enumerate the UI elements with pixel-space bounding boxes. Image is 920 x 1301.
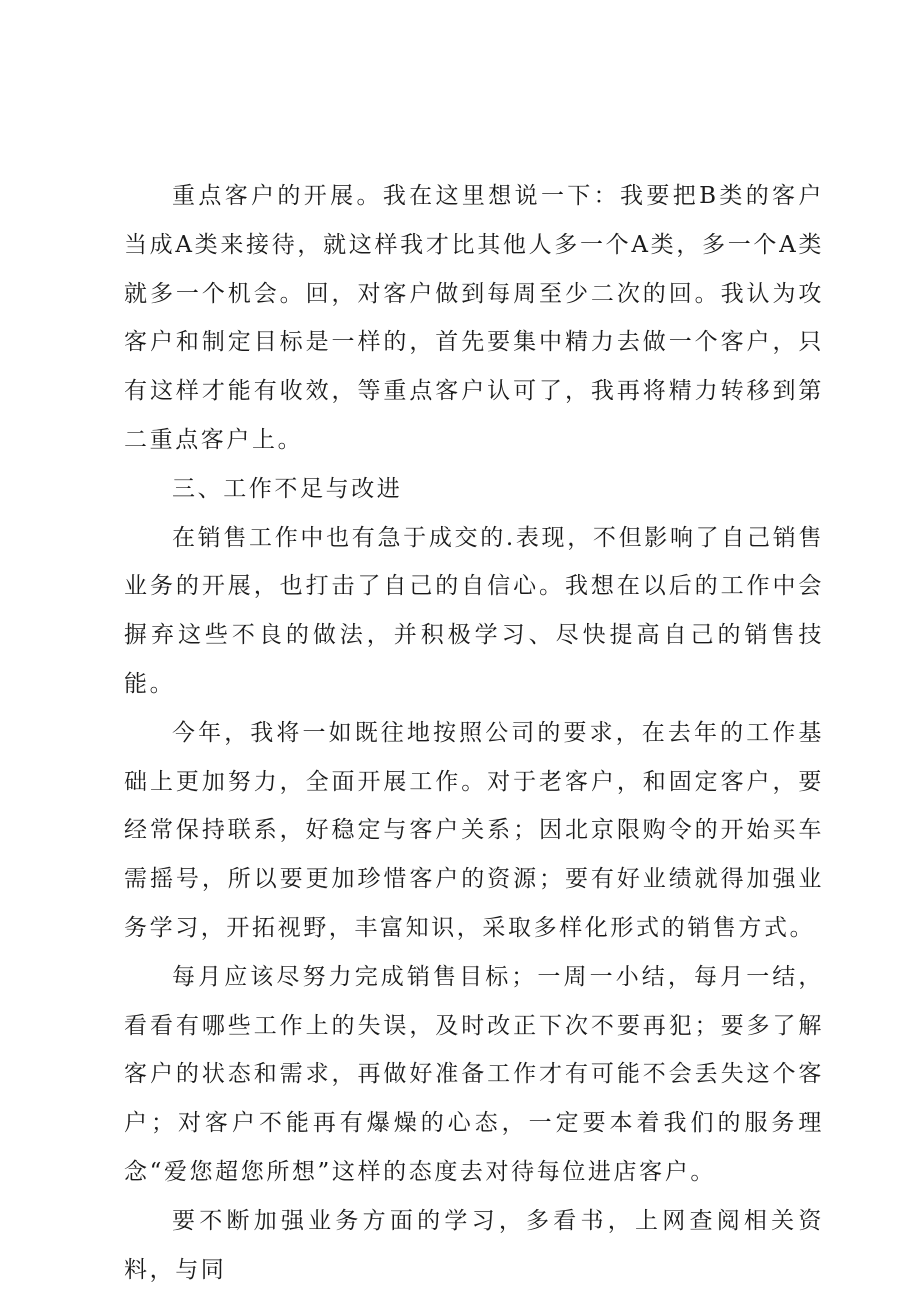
- paragraph-monthly-goals: 每月应该尽努力完成销售目标；一周一小结，每月一结，看看有哪些工作上的失误，及时改正下次不要再犯；要多了解客户的状态和需求，再做好准备工作才有可能不会丢失这个客户；对客户不能再有爆燥的心态，一定要本着我们的服务理念“爱您超您所想”这样的态度去对待每位进店客户。: [124, 963, 824, 1185]
- paragraph-key-clients: 重点客户的开展。我在这里想说一下：我要把B类的客户当成A类来接待，就这样我才比其他人多一个A类，多一个A类就多一个机会。回，对客户做到每周至少二次的回。我认为攻客户和制定目标是一样的，首先要集中精力去做一个客户，只有这样才能有收效，等重点客户认可了，我再将精力转移到第二重点客户上。: [124, 183, 824, 453]
- section-heading-shortcomings: 三、工作不足与改进: [172, 475, 403, 502]
- paragraph-shortcomings: 在销售工作中也有急于成交的.表现，不但影响了自己销售业务的开展，也打击了自己的自信心。我想在以后的工作中会摒弃这些不良的做法，并积极学习、尽快提高自己的销售技能。: [124, 524, 824, 697]
- paragraph-this-year-plan: 今年，我将一如既往地按照公司的要求，在去年的工作基础上更加努力，全面开展工作。对于老客户，和固定客户，要经常保持联系，好稳定与客户关系；因北京限购令的开始买车需摇号，所以要更加珍惜客户的资源；要有好业绩就得加强业务学习，开拓视野，丰富知识，采取多样化形式的销售方式。: [124, 719, 824, 941]
- paragraph-learning: 要不断加强业务方面的学习，多看书，上网查阅相关资料，与同: [124, 1207, 824, 1283]
- document-body: [124, 172, 824, 1294]
